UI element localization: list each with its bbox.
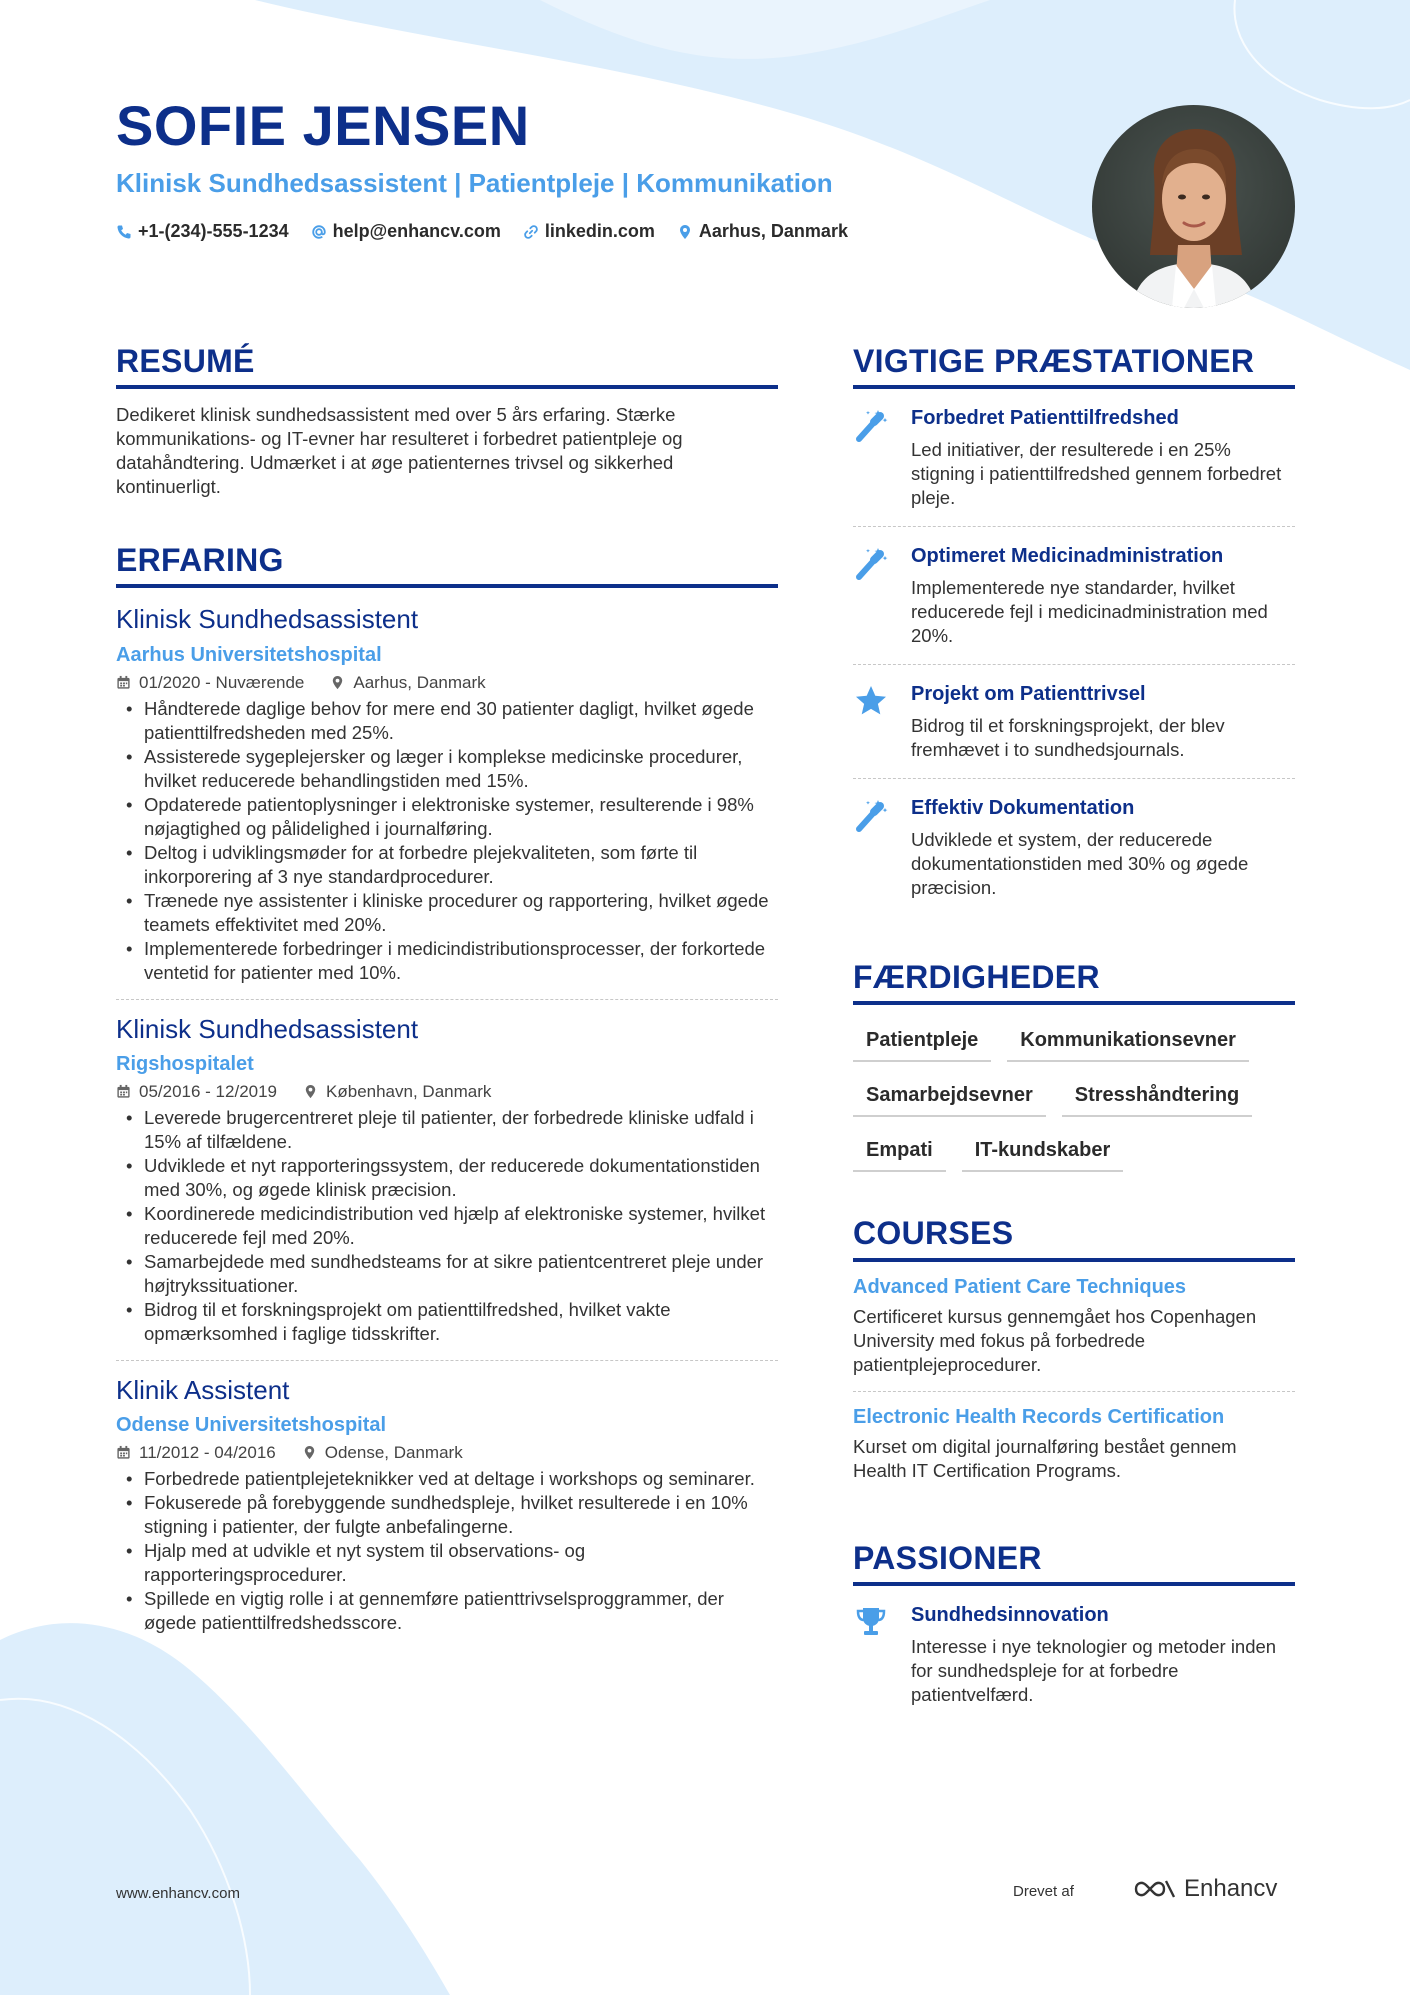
course-desc: Kurset om digital journalføring bestået gennem Health IT Certification Programs. [853,1435,1237,1481]
contact-linkedin[interactable] [523,221,655,242]
skill-tag: Samarbejdsevner [853,1076,1046,1117]
job-bullet: • Deltog i udviklingsmøder for at forbedre plejekvaliteten, som førte til inkorporering af 3 nye standardprocedurer. [116,841,778,889]
right-column [853,344,1295,1723]
experience-title: ERFARING [116,543,778,588]
skills-list [853,1021,1295,1172]
job-meta [116,1082,778,1102]
contact-email-text: help@enhancv.com [332,221,501,241]
job-bullet: • Leverede brugercentreret pleje til patienter, der forbedrede kliniske udfald i 15% af tilfældene. [116,1106,778,1154]
passion-desc: Interesse i nye teknologier og metoder inden for sundhedspleje for at forbedre patientvelfærd. [911,1635,1277,1705]
course-title: Electronic Health Records Certification [853,1405,1225,1428]
job-bullet: • Udviklede et nyt rapporteringssystem, der reducerede dokumentationstiden med 30%, og øgede klinisk præcision. [116,1154,778,1202]
job-title: Klinisk Sundhedsassistent [116,604,419,635]
achievement-item [853,779,1295,916]
achievement-desc: Bidrog til et forskningsprojekt, der blev fremhævet i to sundhedsjournals. [911,715,1225,761]
footer-brand[interactable] [1132,1875,1277,1903]
magic-wand-icon [853,545,889,581]
job-bullet: • Fokuserede på forebyggende sundhedspleje, hvilket resulterede i en 10% stigning i patienter, der fulgte anbefalingerne. [116,1491,778,1539]
course-item [853,1392,1295,1497]
job-company: Rigshospitalet [116,1052,254,1075]
job-bullet: • Håndterede daglige behov for mere end 30 patienter dagligt, hvilket øgede patienttilfredsheden med 25%. [116,697,778,745]
skill-tag: Empati [853,1131,946,1172]
phone-icon [116,224,132,240]
job-title: Klinisk Sundhedsassistent [116,1013,419,1044]
job-entry [116,588,778,999]
footer-url[interactable]: www.enhancv.com [116,1885,240,1902]
at-icon [311,224,327,240]
profile-photo [1092,105,1295,308]
job-bullet: • Assisterede sygeplejersker og læger i komplekse medicinske procedurer, hvilket reducerede behandlingstiden med 15%. [116,745,778,793]
job-dates-text: 01/2020 - Nuværende [139,672,305,692]
footer-brand-name: Enhancv [1184,1875,1278,1902]
job-dates-text: 05/2016 - 12/2019 [139,1081,278,1101]
contact-phone-text: +1-(234)-555-1234 [138,221,289,241]
contact-location-text: Aarhus, Danmark [698,221,848,241]
contact-bar [116,221,848,242]
job-dates [116,1082,277,1102]
skill-tag: IT-kundskaber [962,1131,1124,1172]
summary-section [116,344,778,499]
job-bullet: • Implementerede forbedringer i medicindistributionsprocesser, der forkortede ventetid for patienter med 10%. [116,937,778,985]
job-entry [116,1361,778,1649]
job-dates [116,1443,276,1463]
achievement-item [853,389,1295,527]
footer-powered-by: Drevet af [1013,1883,1074,1900]
skill-tag: Kommunikationsevner [1007,1021,1249,1062]
location-icon [677,224,693,240]
job-location [330,673,485,693]
courses-title: COURSES [853,1216,1295,1261]
job-location-text: Aarhus, Danmark [353,672,486,692]
achievement-title: Forbedret Patienttilfredshed [911,407,1179,430]
candidate-tagline: Klinisk Sundhedsassistent | Patientpleje | Kommunikation [116,168,833,198]
job-bullet: • Trænede nye assistenter i kliniske procedurer og rapportering, hvilket øgede teamets effektivitet med 20%. [116,889,778,937]
job-dates [116,673,304,693]
summary-title: RESUMÉ [116,344,778,389]
trophy-icon [853,1604,889,1640]
job-dates-text: 11/2012 - 04/2016 [139,1442,276,1462]
candidate-name: SOFIE JENSEN [116,94,530,157]
experience-section [116,543,778,1649]
job-entry [116,1000,778,1361]
magic-wand-icon [853,407,889,443]
achievement-title: Effektiv Dokumentation [911,797,1135,820]
course-item [853,1262,1295,1392]
star-icon [853,683,889,719]
link-icon [523,224,539,240]
job-bullets [116,1106,778,1346]
job-bullet: • Samarbejdede med sundhedsteams for at sikre patientcentreret pleje under højtrykssituationer. [116,1250,778,1298]
skill-tag: Patientpleje [853,1021,991,1062]
job-company: Odense Universitetshospital [116,1413,387,1436]
location-pin-icon [303,1084,318,1099]
course-title: Advanced Patient Care Techniques [853,1275,1187,1298]
course-desc: Certificeret kursus gennemgået hos Copenhagen University med fokus på forbedrede patientplejeprocedurer. [853,1305,1257,1375]
job-bullet: • Opdaterede patientoplysninger i elektroniske systemer, resulterende i 98% nøjagtighed og pålidelighed i journalføring. [116,793,778,841]
achievement-desc: Implementerede nye standarder, hvilket reducerede fejl i medicinadministration med 20%. [911,577,1268,647]
contact-phone[interactable] [116,221,289,242]
job-title: Klinik Assistent [116,1374,290,1405]
achievement-title: Projekt om Patienttrivsel [911,683,1146,706]
passion-title: Sundhedsinnovation [911,1603,1109,1626]
skill-tag: Stresshåndtering [1062,1076,1252,1117]
passions-section [853,1541,1295,1723]
magic-wand-icon [853,797,889,833]
job-location [303,1082,491,1102]
job-meta [116,1443,778,1463]
passions-title: PASSIONER [853,1541,1295,1586]
contact-location [677,221,848,242]
location-pin-icon [302,1445,317,1460]
achievement-item [853,665,1295,779]
passion-item [853,1586,1295,1723]
job-bullet: • Koordinerede medicindistribution ved hjælp af elektroniske systemer, hvilket reducerede fejl med 20%. [116,1202,778,1250]
skills-title: FÆRDIGHEDER [853,960,1295,1005]
contact-email[interactable] [311,221,501,242]
skills-section [853,960,1295,1172]
job-bullet: • Spillede en vigtig rolle i at gennemføre patienttrivselsproggrammer, der øgede patienttilfredshedsscore. [116,1587,778,1635]
achievement-title: Optimeret Medicinadministration [911,545,1224,568]
summary-text: Dedikeret klinisk sundhedsassistent med over 5 års erfaring. Stærke kommunikations- og IT-evner har resulteret i forbedret patientpleje og datahåndtering. Udmærket i at øge patienternes trivsel og sikkerhed kontinuerligt. [116,404,683,498]
enhancv-logo-icon [1132,1877,1176,1901]
left-column [116,344,778,1649]
calendar-icon [116,675,131,690]
job-bullets [116,697,778,985]
contact-linkedin-text: linkedin.com [544,221,655,241]
job-bullet: • Bidrog til et forskningsprojekt om patienttilfredshed, hvilket vakte opmærksomhed i faglige tidsskrifter. [116,1298,778,1346]
location-pin-icon [330,675,345,690]
achievement-desc: Led initiativer, der resulterede i en 25% stigning i patienttilfredshed gennem forbedret pleje. [911,439,1282,509]
job-meta [116,673,778,693]
job-location-text: København, Danmark [326,1081,492,1101]
calendar-icon [116,1445,131,1460]
achievements-section [853,344,1295,916]
job-location-text: Odense, Danmark [324,1442,463,1462]
achievement-item [853,527,1295,665]
achievement-desc: Udviklede et system, der reducerede dokumentationstiden med 30% og øgede præcision. [911,829,1249,899]
job-location [302,1443,463,1463]
calendar-icon [116,1084,131,1099]
job-bullets [116,1467,778,1635]
achievements-title: VIGTIGE PRÆSTATIONER [853,344,1295,389]
courses-section [853,1216,1295,1496]
job-bullet: • Forbedrede patientplejeteknikker ved at deltage i workshops og seminarer. [116,1467,778,1491]
job-company: Aarhus Universitetshospital [116,643,382,666]
job-bullet: • Hjalp med at udvikle et nyt system til observations- og rapporteringsprocedurer. [116,1539,778,1587]
